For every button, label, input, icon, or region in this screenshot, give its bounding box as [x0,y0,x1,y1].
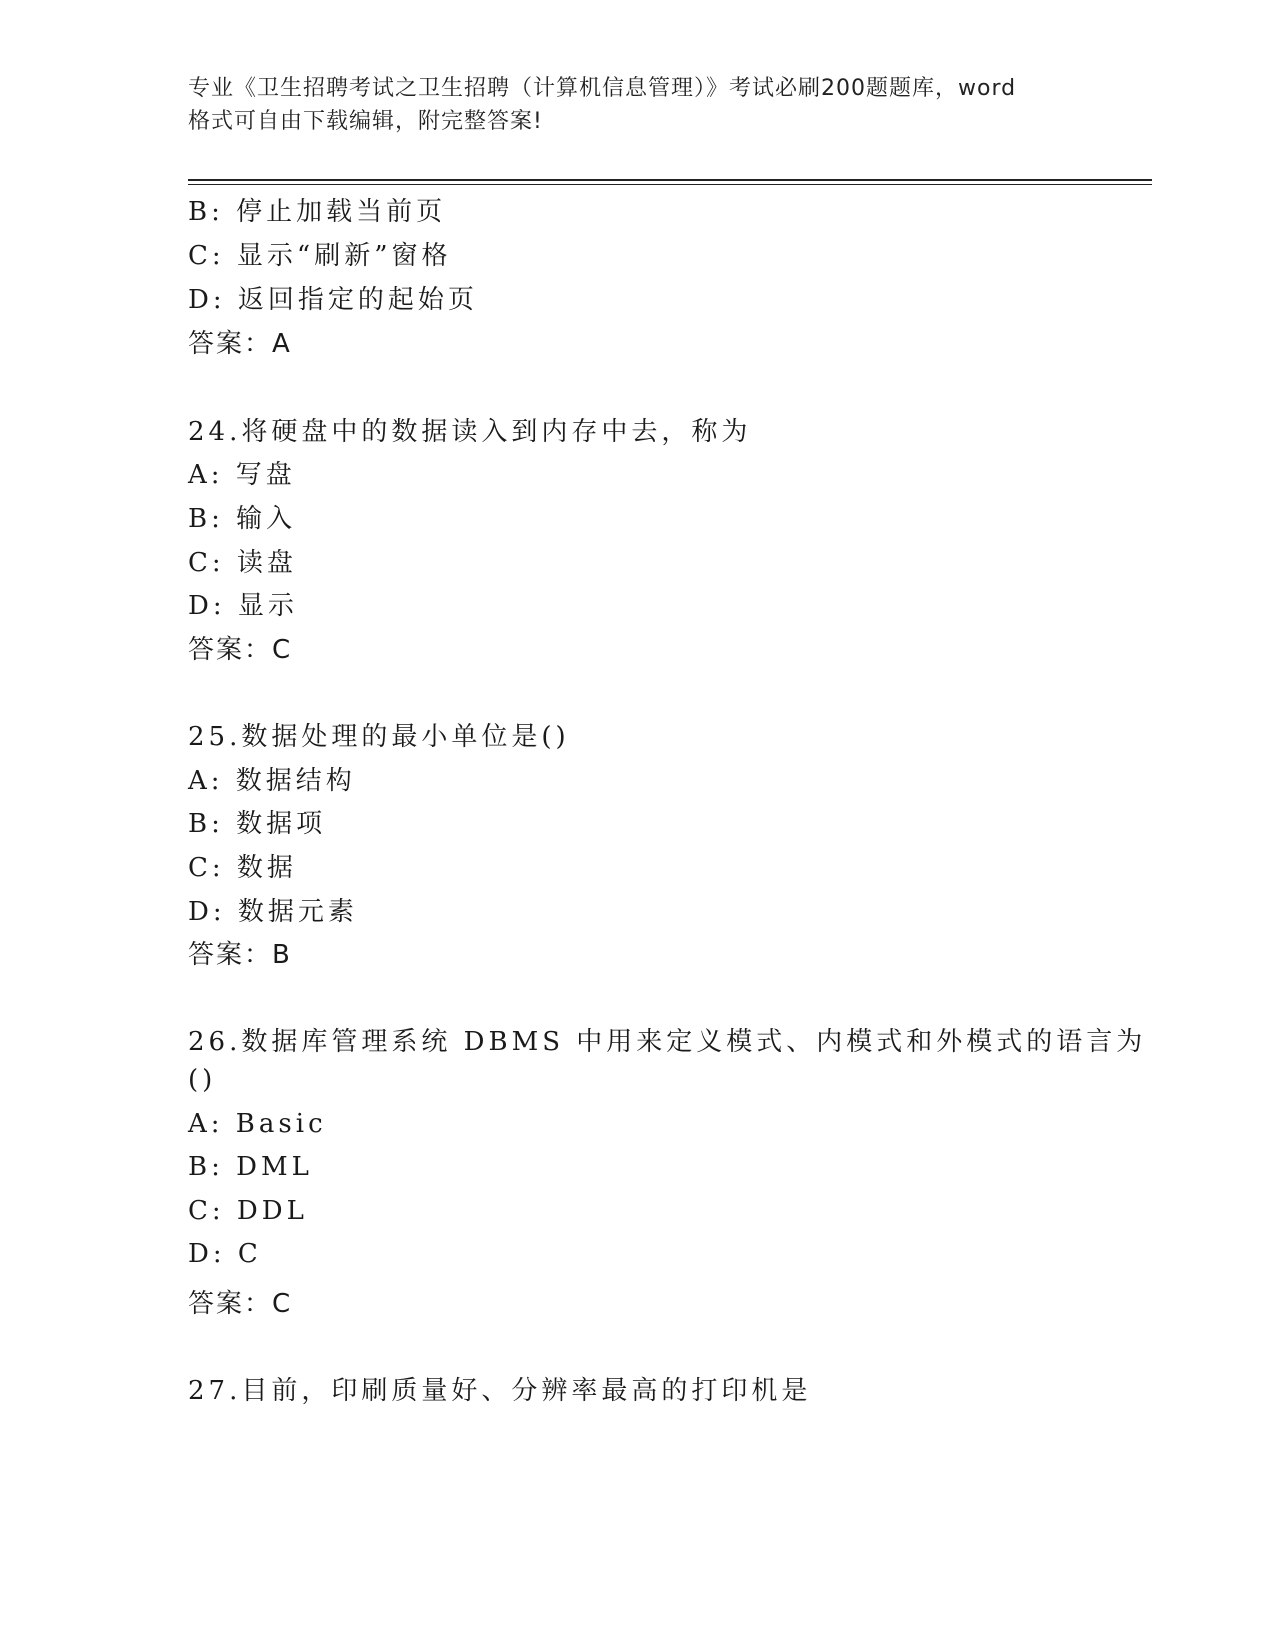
q24-title: 24.将硬盘中的数据读入到内存中去，称为 [188,417,752,447]
header-line-2: 格式可自由下载编辑，附完整答案! [188,109,543,134]
q25-option-b: B: 数据项 [188,809,327,839]
q23-option-d: D: 返回指定的起始页 [188,285,478,315]
q24-option-b: B: 输入 [188,504,297,534]
q26-option-b: B: DML [188,1152,313,1182]
q25-option-c: C: 数据 [188,853,297,883]
q25-title: 25.数据处理的最小单位是() [188,722,570,752]
q24-option-a: A: 写盘 [188,460,296,490]
q23-option-b: B: 停止加载当前页 [188,197,447,227]
document-header [188,72,1088,138]
q25-option-d: D: 数据元素 [188,897,358,927]
q27-title: 27.目前，印刷质量好、分辨率最高的打印机是 [188,1376,812,1406]
q26-option-c: C: DDL [188,1196,308,1226]
q24-answer: 答案：C [188,635,293,665]
header-divider-thin [188,184,1152,185]
q23-answer: 答案：A [188,329,292,359]
q24-option-c: C: 读盘 [188,548,297,578]
q26-option-a: A: Basic [188,1109,327,1139]
q24-option-d: D: 显示 [188,591,298,621]
header-divider-thick [188,179,1152,181]
q26-option-d: D: C [188,1239,262,1269]
q25-answer: 答案：B [188,940,292,970]
q26-answer: 答案：C [188,1289,293,1319]
q26-title-continued: () [188,1065,217,1095]
q23-option-c: C: 显示“刷新”窗格 [188,241,452,271]
header-line-1: 专业《卫生招聘考试之卫生招聘（计算机信息管理）》考试必刷200题题库，word [188,76,1017,101]
q25-option-a: A: 数据结构 [188,766,356,796]
q26-title: 26.数据库管理系统 DBMS 中用来定义模式、内模式和外模式的语言为 [188,1027,1147,1057]
